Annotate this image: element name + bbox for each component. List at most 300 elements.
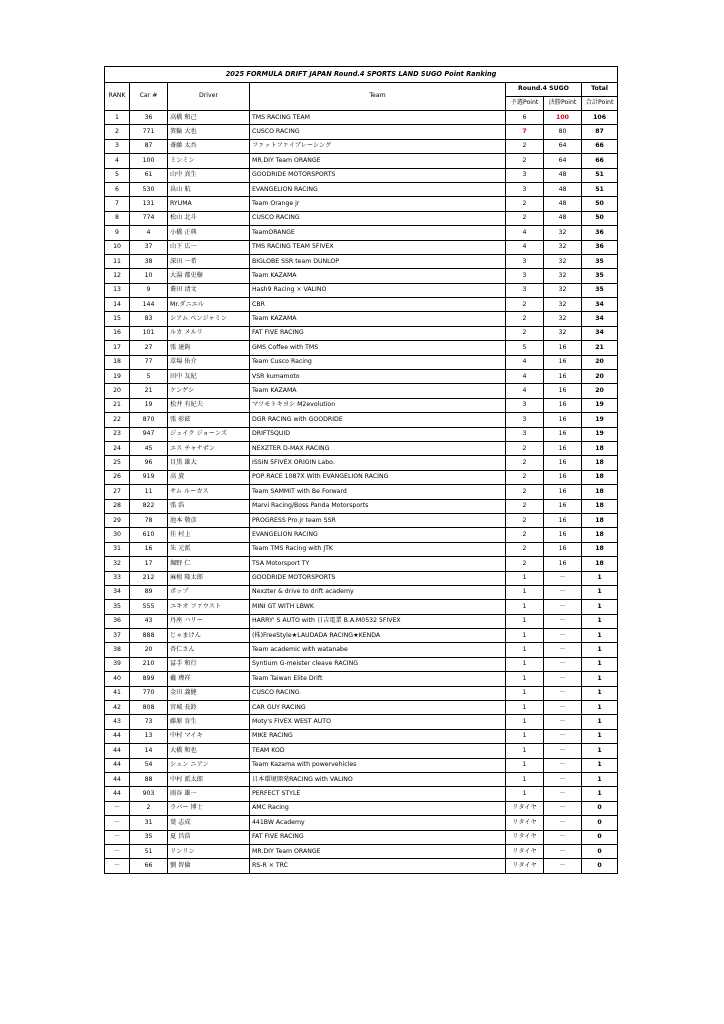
table-row bbox=[105, 571, 618, 585]
qual-point-cell: 3 bbox=[506, 413, 544, 427]
qual-point-cell: 2 bbox=[506, 470, 544, 484]
total-point-cell: 21 bbox=[582, 341, 618, 355]
table-row bbox=[105, 283, 618, 297]
final-point-cell: 64 bbox=[544, 154, 582, 168]
final-point-cell: 32 bbox=[544, 226, 582, 240]
qual-point-cell: 1 bbox=[506, 729, 544, 743]
rank-cell: 1 bbox=[105, 111, 130, 125]
team-cell: Team Kazama with powervehicles bbox=[250, 758, 506, 772]
final-point-cell: 32 bbox=[544, 240, 582, 254]
driver-cell: 藤原 育生 bbox=[168, 715, 250, 729]
team-cell: CBR bbox=[250, 298, 506, 312]
final-point-cell: 16 bbox=[544, 528, 582, 542]
car-number-cell: 10 bbox=[130, 269, 168, 283]
team-cell: AMC Racing bbox=[250, 801, 506, 815]
table-row bbox=[105, 154, 618, 168]
driver-cell: 葉 志成 bbox=[168, 816, 250, 830]
qual-point-cell: 2 bbox=[506, 485, 544, 499]
final-point-cell: 16 bbox=[544, 441, 582, 455]
total-point-cell: 51 bbox=[582, 182, 618, 196]
total-point-cell: 1 bbox=[582, 657, 618, 671]
final-point-cell: － bbox=[544, 772, 582, 786]
page-title: 2025 FORMULA DRIFT JAPAN Round.4 SPORTS LAND SUGO Point Ranking bbox=[105, 67, 618, 83]
table-row bbox=[105, 111, 618, 125]
total-point-cell: 1 bbox=[582, 729, 618, 743]
total-point-cell: 50 bbox=[582, 211, 618, 225]
final-point-cell: 16 bbox=[544, 485, 582, 499]
driver-cell: 深田 一希 bbox=[168, 254, 250, 268]
rank-cell: 14 bbox=[105, 298, 130, 312]
table-row bbox=[105, 701, 618, 715]
rank-cell: 24 bbox=[105, 441, 130, 455]
driver-cell: 張 浩 bbox=[168, 499, 250, 513]
table-row bbox=[105, 600, 618, 614]
team-cell: DRIFTSQUID bbox=[250, 427, 506, 441]
driver-cell: 目黒 雄大 bbox=[168, 456, 250, 470]
team-cell: TEAM KOD bbox=[250, 744, 506, 758]
final-point-cell: － bbox=[544, 758, 582, 772]
final-point-cell: 16 bbox=[544, 513, 582, 527]
qual-point-cell: 1 bbox=[506, 715, 544, 729]
table-row bbox=[105, 772, 618, 786]
table-row bbox=[105, 326, 618, 340]
qual-point-cell: 1 bbox=[506, 701, 544, 715]
total-point-cell: 35 bbox=[582, 269, 618, 283]
qual-point-cell: 2 bbox=[506, 441, 544, 455]
qual-point-cell: 2 bbox=[506, 528, 544, 542]
driver-cell: ケンゲシ bbox=[168, 384, 250, 398]
total-point-cell: 1 bbox=[582, 571, 618, 585]
team-cell: ファットファイブレーシング bbox=[250, 139, 506, 153]
car-number-cell: 61 bbox=[130, 168, 168, 182]
total-point-cell: 18 bbox=[582, 456, 618, 470]
rank-cell: 44 bbox=[105, 758, 130, 772]
total-point-cell: 66 bbox=[582, 154, 618, 168]
qual-point-cell: 7 bbox=[506, 125, 544, 139]
car-number-cell: 77 bbox=[130, 355, 168, 369]
table-row bbox=[105, 441, 618, 455]
car-number-cell: 78 bbox=[130, 513, 168, 527]
qual-point-cell: 2 bbox=[506, 326, 544, 340]
car-number-cell: 9 bbox=[130, 283, 168, 297]
car-number-cell: 774 bbox=[130, 211, 168, 225]
table-row bbox=[105, 513, 618, 527]
rank-cell: 22 bbox=[105, 413, 130, 427]
car-number-cell: 822 bbox=[130, 499, 168, 513]
qual-point-cell: 1 bbox=[506, 744, 544, 758]
total-point-cell: 50 bbox=[582, 197, 618, 211]
table-row bbox=[105, 211, 618, 225]
team-cell: CUSCO RACING bbox=[250, 125, 506, 139]
qual-point-cell: リタイヤ bbox=[506, 801, 544, 815]
driver-cell: 小橋 正典 bbox=[168, 226, 250, 240]
driver-cell: 張 彰鉉 bbox=[168, 413, 250, 427]
team-cell: MIKE RACING bbox=[250, 729, 506, 743]
driver-cell: 宮城 長鈴 bbox=[168, 701, 250, 715]
team-cell: Team Cusco Racing bbox=[250, 355, 506, 369]
total-point-cell: 1 bbox=[582, 686, 618, 700]
qual-point-cell: 2 bbox=[506, 211, 544, 225]
driver-cell: ラバー 博士 bbox=[168, 801, 250, 815]
table-row bbox=[105, 182, 618, 196]
car-number-cell: 210 bbox=[130, 657, 168, 671]
rank-cell: 20 bbox=[105, 384, 130, 398]
driver-cell: 斎藤 太吾 bbox=[168, 139, 250, 153]
team-header: Team bbox=[250, 83, 506, 111]
team-cell: DGR RACING with GOODRIDE bbox=[250, 413, 506, 427]
qual-point-cell: 6 bbox=[506, 111, 544, 125]
driver-cell: 田中 友紀 bbox=[168, 370, 250, 384]
final-point-cell: － bbox=[544, 859, 582, 873]
car-number-cell: 96 bbox=[130, 456, 168, 470]
driver-cell: シェン ニアン bbox=[168, 758, 250, 772]
car-number-cell: 83 bbox=[130, 312, 168, 326]
team-cell: MR.DIY Team ORANGE bbox=[250, 154, 506, 168]
driver-cell: 丹座 ハリー bbox=[168, 614, 250, 628]
rank-cell: 33 bbox=[105, 571, 130, 585]
qual-point-cell: リタイヤ bbox=[506, 830, 544, 844]
table-row bbox=[105, 830, 618, 844]
table-row bbox=[105, 168, 618, 182]
qual-point-cell: リタイヤ bbox=[506, 844, 544, 858]
qual-point-cell: 1 bbox=[506, 629, 544, 643]
qual-point-cell: 2 bbox=[506, 298, 544, 312]
rank-cell: － bbox=[105, 816, 130, 830]
total-point-cell: 18 bbox=[582, 485, 618, 499]
qual-point-cell: 2 bbox=[506, 542, 544, 556]
rank-cell: 34 bbox=[105, 585, 130, 599]
rank-cell: 31 bbox=[105, 542, 130, 556]
total-point-cell: 0 bbox=[582, 830, 618, 844]
final-point-cell: 32 bbox=[544, 269, 582, 283]
table-row bbox=[105, 197, 618, 211]
final-point-cell: － bbox=[544, 729, 582, 743]
driver-cell: 戴 瑋祥 bbox=[168, 672, 250, 686]
qual-point-cell: 1 bbox=[506, 672, 544, 686]
car-number-cell: 770 bbox=[130, 686, 168, 700]
driver-cell: ミンミン bbox=[168, 154, 250, 168]
car-number-cell: 27 bbox=[130, 341, 168, 355]
total-point-cell: 1 bbox=[582, 701, 618, 715]
car-number-cell: 947 bbox=[130, 427, 168, 441]
team-cell: GOODRIDE MOTORSPORTS bbox=[250, 571, 506, 585]
driver-cell: シアム ベンジャミン bbox=[168, 312, 250, 326]
table-row bbox=[105, 715, 618, 729]
car-number-cell: 21 bbox=[130, 384, 168, 398]
qual-point-cell: 3 bbox=[506, 427, 544, 441]
final-point-cell: － bbox=[544, 614, 582, 628]
rank-cell: 11 bbox=[105, 254, 130, 268]
final-point-cell: － bbox=[544, 701, 582, 715]
total-header: Total bbox=[582, 83, 618, 97]
team-cell: FAT FIVE RACING bbox=[250, 326, 506, 340]
team-cell: ISSIN 5FIVEX ORIGIN Labo. bbox=[250, 456, 506, 470]
rank-cell: 18 bbox=[105, 355, 130, 369]
table-row bbox=[105, 859, 618, 873]
total-point-cell: 35 bbox=[582, 254, 618, 268]
driver-cell: サム ルーカス bbox=[168, 485, 250, 499]
car-number-cell: 555 bbox=[130, 600, 168, 614]
car-header: Car # bbox=[130, 83, 168, 111]
rank-cell: 43 bbox=[105, 715, 130, 729]
final-point-cell: 32 bbox=[544, 283, 582, 297]
qual-point-cell: 1 bbox=[506, 571, 544, 585]
car-number-cell: 43 bbox=[130, 614, 168, 628]
rank-cell: 44 bbox=[105, 787, 130, 801]
team-cell: MR.DIY Team ORANGE bbox=[250, 844, 506, 858]
qual-point-header: 予選Point bbox=[506, 97, 544, 111]
qual-point-cell: 4 bbox=[506, 384, 544, 398]
car-number-cell: 131 bbox=[130, 197, 168, 211]
qual-point-cell: 4 bbox=[506, 226, 544, 240]
final-point-cell: 16 bbox=[544, 370, 582, 384]
total-point-cell: 1 bbox=[582, 672, 618, 686]
final-point-cell: 32 bbox=[544, 254, 582, 268]
car-number-cell: 2 bbox=[130, 801, 168, 815]
final-point-cell: － bbox=[544, 801, 582, 815]
car-number-cell: 51 bbox=[130, 844, 168, 858]
rank-cell: 37 bbox=[105, 629, 130, 643]
rank-cell: 38 bbox=[105, 643, 130, 657]
table-row bbox=[105, 816, 618, 830]
rank-cell: 6 bbox=[105, 182, 130, 196]
driver-cell: Mr.ダニエル bbox=[168, 298, 250, 312]
final-point-cell: 16 bbox=[544, 398, 582, 412]
driver-cell: 山下 広一 bbox=[168, 240, 250, 254]
qual-point-cell: 1 bbox=[506, 758, 544, 772]
car-number-cell: 5 bbox=[130, 370, 168, 384]
team-cell: Team TMS Racing with JTK bbox=[250, 542, 506, 556]
rank-cell: 12 bbox=[105, 269, 130, 283]
rank-cell: 41 bbox=[105, 686, 130, 700]
final-point-cell: 48 bbox=[544, 182, 582, 196]
rank-cell: 25 bbox=[105, 456, 130, 470]
qual-point-cell: 4 bbox=[506, 240, 544, 254]
team-cell: CUSCO RACING bbox=[250, 211, 506, 225]
car-number-cell: 36 bbox=[130, 111, 168, 125]
rank-cell: 23 bbox=[105, 427, 130, 441]
final-point-cell: 16 bbox=[544, 542, 582, 556]
table-row bbox=[105, 744, 618, 758]
car-number-cell: 11 bbox=[130, 485, 168, 499]
driver-cell: 冨手 和行 bbox=[168, 657, 250, 671]
total-point-cell: 18 bbox=[582, 470, 618, 484]
final-point-cell: － bbox=[544, 600, 582, 614]
rank-cell: 13 bbox=[105, 283, 130, 297]
rank-cell: 27 bbox=[105, 485, 130, 499]
rank-cell: 28 bbox=[105, 499, 130, 513]
total-point-cell: 1 bbox=[582, 600, 618, 614]
car-number-cell: 35 bbox=[130, 830, 168, 844]
qual-point-cell: 2 bbox=[506, 513, 544, 527]
qual-point-cell: 1 bbox=[506, 600, 544, 614]
final-point-cell: － bbox=[544, 585, 582, 599]
team-cell: CAR GUY RACING bbox=[250, 701, 506, 715]
table-row bbox=[105, 312, 618, 326]
table-row bbox=[105, 542, 618, 556]
total-point-cell: 1 bbox=[582, 772, 618, 786]
driver-cell: エス チャナポン bbox=[168, 441, 250, 455]
driver-cell: 池本 敬彦 bbox=[168, 513, 250, 527]
total-point-cell: 1 bbox=[582, 787, 618, 801]
car-number-cell: 144 bbox=[130, 298, 168, 312]
qual-point-cell: 3 bbox=[506, 269, 544, 283]
table-row bbox=[105, 758, 618, 772]
table-row bbox=[105, 629, 618, 643]
driver-cell: 金田 義健 bbox=[168, 686, 250, 700]
car-number-cell: 31 bbox=[130, 816, 168, 830]
final-point-cell: 32 bbox=[544, 312, 582, 326]
car-number-cell: 610 bbox=[130, 528, 168, 542]
table-row bbox=[105, 614, 618, 628]
team-cell: 441BW Academy bbox=[250, 816, 506, 830]
table-row bbox=[105, 413, 618, 427]
table-row bbox=[105, 657, 618, 671]
car-number-cell: 870 bbox=[130, 413, 168, 427]
total-point-cell: 0 bbox=[582, 859, 618, 873]
table-row bbox=[105, 485, 618, 499]
rank-cell: 3 bbox=[105, 139, 130, 153]
total-point-cell: 18 bbox=[582, 499, 618, 513]
driver-cell: 麻植 隆太郎 bbox=[168, 571, 250, 585]
driver-cell: ポップ bbox=[168, 585, 250, 599]
car-number-cell: 66 bbox=[130, 859, 168, 873]
driver-cell: 中村 派太郎 bbox=[168, 772, 250, 786]
final-point-cell: 16 bbox=[544, 470, 582, 484]
final-point-cell: 16 bbox=[544, 499, 582, 513]
table-row bbox=[105, 729, 618, 743]
team-cell: FAT FIVE RACING bbox=[250, 830, 506, 844]
final-point-cell: 16 bbox=[544, 456, 582, 470]
rank-cell: 4 bbox=[105, 154, 130, 168]
driver-cell: 夏 昌浩 bbox=[168, 830, 250, 844]
car-number-cell: 903 bbox=[130, 787, 168, 801]
qual-point-cell: 1 bbox=[506, 614, 544, 628]
final-point-cell: － bbox=[544, 830, 582, 844]
car-number-cell: 17 bbox=[130, 557, 168, 571]
final-point-cell: － bbox=[544, 686, 582, 700]
total-point-cell: 34 bbox=[582, 326, 618, 340]
driver-cell: 大湯 都史樹 bbox=[168, 269, 250, 283]
qual-point-cell: 1 bbox=[506, 686, 544, 700]
table-row bbox=[105, 787, 618, 801]
team-cell: Team KAZAMA bbox=[250, 384, 506, 398]
table-row bbox=[105, 298, 618, 312]
team-cell: TMS RACING TEAM 5FIVEX bbox=[250, 240, 506, 254]
rank-cell: 44 bbox=[105, 729, 130, 743]
team-cell: EVANGELION RACING bbox=[250, 528, 506, 542]
final-point-cell: － bbox=[544, 715, 582, 729]
driver-cell: リンリン bbox=[168, 844, 250, 858]
car-number-cell: 37 bbox=[130, 240, 168, 254]
qual-point-cell: 2 bbox=[506, 499, 544, 513]
driver-cell: 山中 真生 bbox=[168, 168, 250, 182]
rank-cell: 19 bbox=[105, 370, 130, 384]
team-cell: Nexzter & drive to drift academy bbox=[250, 585, 506, 599]
total-point-cell: 34 bbox=[582, 312, 618, 326]
car-number-cell: 87 bbox=[130, 139, 168, 153]
driver-cell: じゃまけん bbox=[168, 629, 250, 643]
total-point-cell: 51 bbox=[582, 168, 618, 182]
team-cell: Team academic with watanabe bbox=[250, 643, 506, 657]
rank-cell: 17 bbox=[105, 341, 130, 355]
driver-cell: 劉 智倫 bbox=[168, 859, 250, 873]
table-row bbox=[105, 643, 618, 657]
driver-cell: 松山 北斗 bbox=[168, 211, 250, 225]
driver-cell: 堀野 仁 bbox=[168, 557, 250, 571]
driver-cell: 雨谷 雄一 bbox=[168, 787, 250, 801]
total-point-cell: 36 bbox=[582, 226, 618, 240]
team-cell: マツモトキヨシ M2evolution bbox=[250, 398, 506, 412]
rank-cell: 30 bbox=[105, 528, 130, 542]
car-number-cell: 530 bbox=[130, 182, 168, 196]
final-point-cell: － bbox=[544, 744, 582, 758]
team-cell: TMS RACING TEAM bbox=[250, 111, 506, 125]
team-cell: Team KAZAMA bbox=[250, 312, 506, 326]
rank-cell: 16 bbox=[105, 326, 130, 340]
team-cell: HARRY' S AUTO with 日吉電業 B.A.M0532 5FIVEX bbox=[250, 614, 506, 628]
qual-point-cell: リタイヤ bbox=[506, 816, 544, 830]
total-point-cell: 18 bbox=[582, 513, 618, 527]
final-point-cell: 64 bbox=[544, 139, 582, 153]
table-row bbox=[105, 528, 618, 542]
rank-cell: 32 bbox=[105, 557, 130, 571]
driver-cell: 朱 元派 bbox=[168, 542, 250, 556]
final-point-cell: － bbox=[544, 672, 582, 686]
team-cell: GMS Coffee with TMS bbox=[250, 341, 506, 355]
rank-cell: 21 bbox=[105, 398, 130, 412]
rank-cell: 42 bbox=[105, 701, 130, 715]
total-point-cell: 0 bbox=[582, 844, 618, 858]
team-cell: Hash9 Racing × VALINO bbox=[250, 283, 506, 297]
driver-cell: 高橋 和己 bbox=[168, 111, 250, 125]
total-point-cell: 18 bbox=[582, 542, 618, 556]
final-point-cell: － bbox=[544, 816, 582, 830]
final-point-cell: － bbox=[544, 844, 582, 858]
total-point-cell: 18 bbox=[582, 528, 618, 542]
qual-point-cell: 2 bbox=[506, 557, 544, 571]
team-cell: CUSCO RACING bbox=[250, 686, 506, 700]
total-point-cell: 19 bbox=[582, 413, 618, 427]
car-number-cell: 14 bbox=[130, 744, 168, 758]
final-point-cell: 32 bbox=[544, 298, 582, 312]
team-cell: Team Taiwan Elite Drift bbox=[250, 672, 506, 686]
rank-header: RANK bbox=[105, 83, 130, 111]
car-number-cell: 45 bbox=[130, 441, 168, 455]
qual-point-cell: 1 bbox=[506, 787, 544, 801]
qual-point-cell: 1 bbox=[506, 772, 544, 786]
total-point-cell: 18 bbox=[582, 441, 618, 455]
table-row bbox=[105, 370, 618, 384]
total-point-cell: 1 bbox=[582, 585, 618, 599]
qual-point-cell: 2 bbox=[506, 154, 544, 168]
team-cell: TeamORANGE bbox=[250, 226, 506, 240]
total-point-cell: 66 bbox=[582, 139, 618, 153]
sum-point-header: 合計Point bbox=[582, 97, 618, 111]
team-cell: Team Orange jr bbox=[250, 197, 506, 211]
final-point-cell: － bbox=[544, 787, 582, 801]
team-cell: MINI GT WITH LBWK bbox=[250, 600, 506, 614]
team-cell: Marvi Racing/Boss Panda Motorsports bbox=[250, 499, 506, 513]
total-point-cell: 106 bbox=[582, 111, 618, 125]
qual-point-cell: 4 bbox=[506, 370, 544, 384]
total-point-cell: 1 bbox=[582, 744, 618, 758]
table-row bbox=[105, 672, 618, 686]
rank-cell: 44 bbox=[105, 744, 130, 758]
qual-point-cell: 3 bbox=[506, 283, 544, 297]
total-point-cell: 87 bbox=[582, 125, 618, 139]
final-point-cell: 80 bbox=[544, 125, 582, 139]
